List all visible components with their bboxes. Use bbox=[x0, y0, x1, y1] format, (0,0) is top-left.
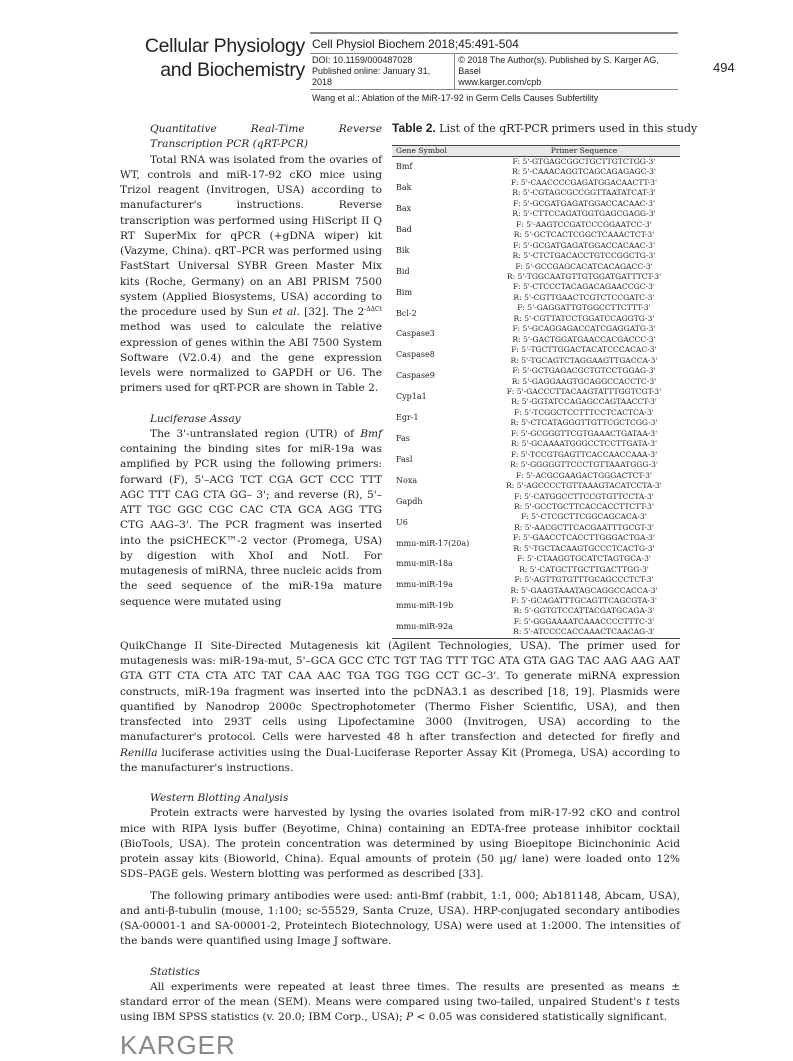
table-label: Table 2. bbox=[392, 121, 436, 135]
forward-primer: F: 5'-CATGGCCTTCCGTGTTCCTA-3' bbox=[514, 491, 654, 501]
text-italic: et al. bbox=[272, 306, 300, 318]
gene-symbol: mmu-miR-92a bbox=[392, 617, 488, 638]
forward-primer: F: 5'-TCGGCTCCTTTCCTCACTCA-3' bbox=[514, 407, 654, 417]
superscript: -ΔΔCt bbox=[364, 306, 382, 313]
journal-title-line1: Cellular Physiology bbox=[144, 35, 305, 57]
table-row bbox=[392, 492, 680, 502]
forward-primer: F: 5'-CTCGCTTCGGCAGCACA-3' bbox=[521, 512, 647, 522]
gene-symbol: Caspase3 bbox=[396, 329, 435, 339]
reverse-primer: R: 5'-CAAACAGGTCAGCAGAGAGC-3' bbox=[511, 167, 657, 177]
forward-primer: F: 5'-TCCGTGAGTTCACCAACCAAA-3' bbox=[510, 449, 658, 459]
journal-title-line2: and Biochemistry bbox=[160, 59, 305, 81]
published-date: Published online: January 31, 2018 bbox=[312, 66, 431, 87]
reverse-primer: R: 5'-AACGCTTCACGAATTTGCGT-3' bbox=[514, 522, 654, 532]
section-title-western: Western Blotting Analysis bbox=[150, 792, 289, 805]
publication-meta bbox=[310, 54, 678, 90]
table-caption-text: List of the qRT-PCR primers used in this study bbox=[439, 122, 698, 135]
forward-primer: F: 5'-TGCTTGGACTACATCCCACAC-3' bbox=[511, 345, 657, 355]
table-row bbox=[392, 596, 680, 606]
gene-symbol: Bid bbox=[396, 266, 410, 276]
reverse-primer: R: 5'-GCAAAATGGGCCTCCTTGATA-3' bbox=[510, 439, 658, 449]
primer-table bbox=[392, 121, 698, 639]
forward-primer: F: 5'-ACGCGAAGACTGGGACTCT-3' bbox=[515, 470, 653, 480]
forward-primer: F: 5'-GTGAGCGGCTGCTTGTCTGG-3' bbox=[512, 157, 656, 166]
gene-symbol: mmu-miR-17(20a) bbox=[396, 538, 470, 548]
gene-symbol: mmu-miR-18a bbox=[396, 559, 453, 569]
column-header-sequence: Primer Sequence bbox=[488, 146, 680, 157]
reverse-primer: R: 5'-GGGGGTTCCCTGTTAAATGGG-3' bbox=[509, 460, 659, 470]
column-header-gene: Gene Symbol bbox=[392, 146, 488, 157]
left-column bbox=[120, 122, 382, 610]
running-title: Wang et al.: Ablation of the MiR-17-92 in Germ Cells Causes Subfertility bbox=[312, 93, 599, 103]
reverse-primer: R: 5'-CGTTATCCTGGATCCAGGTG-3' bbox=[513, 313, 655, 323]
gene-symbol: Bim bbox=[396, 287, 413, 297]
table-row bbox=[392, 617, 680, 627]
section-title-statistics: Statistics bbox=[150, 965, 200, 978]
text-italic: P bbox=[406, 1011, 414, 1024]
gene-symbol: Bcl-2 bbox=[396, 308, 417, 318]
gene-symbol: Egr-1 bbox=[396, 413, 419, 423]
text-italic: Bmf bbox=[360, 427, 382, 440]
forward-primer: F: 5'-GAACCTCACCTTGGGACTGA-3' bbox=[513, 533, 655, 543]
page-number: 494 bbox=[713, 60, 735, 75]
copyright: © 2018 The Author(s). Published by S. Karger AG, Basel bbox=[458, 55, 659, 76]
doi: DOI: 10.1159/000487028 bbox=[312, 55, 413, 65]
gene-symbol: Bik bbox=[396, 245, 410, 255]
forward-primer: F: 5'-AAGTCCGATCCCGGAATCC-3' bbox=[516, 219, 652, 229]
reverse-primer: R: 5'-GAGGAAGTGCAGGCCACCTC-3' bbox=[511, 376, 657, 386]
reverse-primer: R: 5'-ATCCCCACCAAACTCAACAG-3' bbox=[488, 627, 680, 638]
table-row bbox=[392, 345, 680, 355]
two-column-region bbox=[120, 121, 698, 639]
text: All experiments were repeated at least three times. The results are presented as means ± standard error of the mean (SEM). Means were compared using two-tailed, unpaired Student's bbox=[120, 980, 680, 1009]
gene-symbol: Gapdh bbox=[396, 496, 423, 506]
forward-primer: F: 5'-GCGATGAGATGGACCACAAC-3' bbox=[512, 198, 656, 208]
page-content bbox=[120, 121, 698, 1061]
forward-primer: F: 5'-AGTTGTGTTTGCAGCCCTCT-3' bbox=[514, 575, 654, 585]
gene-symbol: Bmf bbox=[396, 162, 413, 172]
reverse-primer: R: 5'-CTTCCAGATGGTGAGCGAGG-3' bbox=[512, 209, 656, 219]
luciferase-paragraph-cont bbox=[120, 639, 680, 776]
reverse-primer: R: 5'-TGCAGTCTAGGAAGTTGACCA-3' bbox=[510, 355, 658, 365]
section-title-qrtpcr: Quantitative Real-Time Reverse Transcription PCR (qRT-PCR) bbox=[150, 123, 382, 151]
gene-symbol: Bax bbox=[396, 204, 412, 214]
reverse-primer: R: 5'-CTCATAGGGTTGTTCGCTCGG-3' bbox=[510, 418, 658, 428]
reverse-primer: R: 5'-GAAGTAAATAGCAGGCCACCA-3' bbox=[510, 585, 658, 595]
table-row bbox=[392, 471, 680, 481]
table-row bbox=[392, 533, 680, 543]
gene-symbol: mmu-miR-19b bbox=[396, 601, 454, 611]
western-paragraph-1: Protein extracts were harvested by lysing the ovaries isolated from miR-17-92 cKO and control mice with RIPA lysis buffer (Beyotime, China) containing an EDTA-free protease inhibitor cocktail (BioTools, USA). The protein concentration was determined by using Bioepitope Bicinchoninic Acid protein assay kits (Bioworld, China). Equal amounts of protein (50 µg/ lane) were loaded onto 12% SDS–PAGE gels. Western blotting was performed as described [33]. bbox=[120, 807, 680, 881]
forward-primer: F: 5'-CTAAGGTGCATCTAGTGCA-3' bbox=[516, 554, 651, 564]
section-title-luciferase: Luciferase Assay bbox=[150, 412, 241, 425]
gene-symbol: Caspase8 bbox=[396, 350, 435, 360]
table-row bbox=[392, 220, 680, 230]
reverse-primer: R: 5'-AGCCCCTGTTAAAGTACATCCTA-3' bbox=[506, 481, 662, 491]
forward-primer: F: 5'-GAGGATTGTGGCCTTCTTT-3' bbox=[517, 303, 651, 313]
text: containing the binding sites for miR-19a was amplified by PCR using the following primers: forward (F), 5'–ACG TCT CGA GCT CCC TTT AGC TTT CAG CTA GG– 3'; and reverse (R), 5'–ATT TGC GGC CGC CAC CTA GCA AGG TTG CTG AAG–3'. The PCR fragment was inserted into the psiCHECK™-2 vector (Promega, USA) by digestion with XhoI and NotI. For mutagenesis of miRNA, three nucleic acids from the seed sequence of the miR-19a mature sequence were mutated using bbox=[120, 443, 382, 608]
text: The 3'-untranslated region (UTR) of bbox=[150, 427, 355, 440]
table-row bbox=[392, 241, 680, 251]
text: Total RNA was isolated from the ovaries of WT, controls and miR-17-92 cKO mice using Trizol reagent (Invitrogen, USA) according to manufacturer's instructions. Reverse transcription was performed using HiScript II Q RT SuperMix for qPCR (+gDNA wiper) kit (Vazyme, China). qRT–PCR was performed using FastStart Universal SYBR Green Master Mix kits (Roche, Germany) on an ABI PRISM 7500 system (Applied Biosystems, USA) according to the procedure used by Sun bbox=[120, 153, 382, 318]
table-row bbox=[392, 199, 680, 209]
reverse-primer: R: 5'-GCTCACTCGGCTCAAACTCT-3' bbox=[513, 230, 655, 240]
statistics-paragraph bbox=[120, 980, 680, 1026]
luciferase-paragraph bbox=[120, 427, 382, 610]
text: tests using IBM SPSS statistics (v. 20.0; IBM Corp., USA); bbox=[120, 996, 680, 1024]
qrtpcr-paragraph bbox=[120, 153, 382, 397]
forward-primer: F: 5'-GGGAAAATCAAACCCCTTTC-3' bbox=[513, 616, 655, 626]
table-row bbox=[392, 324, 680, 334]
forward-primer: F: 5'-GACCCTTACAAGTATTTGGTCGT-3' bbox=[506, 386, 662, 396]
karger-logo: KARGER bbox=[120, 1029, 236, 1060]
reverse-primer: R: 5'-GACTGGATGAACCACGACCC-3' bbox=[512, 334, 656, 344]
text-italic: t bbox=[645, 996, 651, 1009]
table-row bbox=[392, 157, 680, 168]
reverse-primer: R: 5'-GGTGTCCATTACGATGCAGA-3' bbox=[513, 606, 655, 616]
table-row bbox=[392, 512, 680, 522]
text: method was used to calculate the relative expression of genes within the ABI 7500 System Software (V2.0.4) and the gene expression levels were normalized to GAPDH or U6. The primers used for qRT-PCR are shown in Table 2. bbox=[120, 321, 382, 395]
western-paragraph-2: The following primary antibodies were used: anti-Bmf (rabbit, 1:1, 000; Ab181148, Abcam, USA), and anti-β-tubulin (mouse, 1:100; sc-55529, Santa Cruze, USA). HRP-conjugated secondary antibodies (SA-00001-1 and SA-00001-2, Proteintech Biotechnology, USA) were used at 1:2000. The intensities of the bands were quantified using Image J software. bbox=[120, 889, 680, 948]
text: < 0.05 was considered statistically significant. bbox=[416, 1011, 668, 1024]
forward-primer: F: 5'-CTCCCTACAGACAGAACCGC-3' bbox=[512, 282, 656, 292]
forward-primer: F: 5'-GCGATGAGATGGACCACAAC-3' bbox=[512, 240, 656, 250]
forward-primer: F: 5'-CAACCCCGAGATGGACAACTT-3' bbox=[510, 177, 658, 187]
table-body bbox=[392, 157, 680, 639]
table-row bbox=[392, 262, 680, 272]
reverse-primer: R: 5'-TGCTACAAGTGCCCTCACTG-3' bbox=[513, 543, 655, 553]
reverse-primer: R: 5'-TGGCAATGTTGTGGATGATTTCT-3' bbox=[506, 271, 662, 281]
gene-symbol: Noxa bbox=[396, 475, 418, 485]
website-link[interactable]: www.karger.com/cpb bbox=[458, 77, 542, 87]
table-row bbox=[392, 554, 680, 564]
text-italic: Renilla bbox=[120, 746, 158, 759]
gene-symbol: Fas bbox=[396, 434, 410, 443]
table-row bbox=[392, 429, 680, 439]
citation-header bbox=[310, 32, 678, 106]
table-row bbox=[392, 450, 680, 460]
gene-symbol: Caspase9 bbox=[396, 371, 435, 381]
table-row bbox=[392, 575, 680, 585]
citation: Cell Physiol Biochem 2018;45:491-504 bbox=[310, 34, 678, 54]
journal-title bbox=[120, 34, 305, 82]
forward-primer: F: 5'-GCAGGAGACCATCGAGGATG-3' bbox=[512, 324, 656, 334]
text: [32]. The 2 bbox=[304, 306, 365, 318]
gene-symbol: Bak bbox=[396, 183, 412, 193]
reverse-primer: R: 5'-CTCTGACACCTGTCCGGCTG-3' bbox=[512, 251, 656, 261]
table-row bbox=[392, 387, 680, 397]
luciferase-continued bbox=[120, 639, 680, 1026]
reverse-primer: R: 5'-CGTTGAACTCGTCTCCGATC-3' bbox=[513, 292, 655, 302]
text: QuikChange II Site-Directed Mutagenesis kit (Agilent Technologies, USA). The primer used for mutagenesis was: miR-19a-mut, 5'–GCA GCC CTC TGT TAG TTT TGC ATA GTA GAG TAC AAG AAG AAT GTA GTT CTA CTA ATC TAT CAA AAC TGA TGG TGG CCT GC–3'. To generate miRNA expression constructs, miR-19a fragment was inserted into the pcDNA3.1 as described [18, 19]. Plasmids were quantified by Nanodrop 2000c Spectrophotometer (Thermo Fisher Scientific, USA), and then transfected into 293T cells using Lipofectamine 3000 (Invitrogen, USA) according to the manufacturer's protocol. Cells were harvested 48 h after transfection and detected for firefly and bbox=[120, 639, 680, 744]
reverse-primer: R: 5'-CATGCTTGCTTGACTTGG-3' bbox=[519, 564, 649, 574]
table-row bbox=[392, 303, 680, 313]
forward-primer: F: 5'-GCAGATTTGCAGTTCAGCGTA-3' bbox=[511, 596, 657, 606]
reverse-primer: R: 5'-CGTAGCGCCGGTTAATATCAT-3' bbox=[512, 188, 656, 198]
gene-symbol: U6 bbox=[396, 517, 408, 527]
reverse-primer: R: 5'-GCCTGCTTCACCACCTTCTT-3' bbox=[514, 501, 654, 511]
gene-symbol: Fasl bbox=[396, 454, 413, 464]
gene-symbol: Bad bbox=[396, 224, 412, 234]
table-row bbox=[392, 282, 680, 292]
reverse-primer: R: 5'-GGTATCCAGAGCCAGTAACCT-3' bbox=[511, 397, 657, 407]
forward-primer: F: 5'-GCTGAGACGCTGTCCTGGAG-3' bbox=[512, 366, 656, 376]
gene-symbol: mmu-miR-19a bbox=[396, 580, 453, 590]
table-row bbox=[392, 366, 680, 376]
gene-symbol: Cyp1a1 bbox=[396, 392, 427, 402]
table-caption bbox=[392, 121, 698, 135]
table-row bbox=[392, 178, 680, 188]
forward-primer: F: 5'-GCCGAGCACATCACAGACC-3' bbox=[515, 261, 653, 271]
forward-primer: F: 5'-GCGGGTTCGTGAAACTGATAA-3' bbox=[510, 428, 658, 438]
table-row bbox=[392, 408, 680, 418]
text: luciferase activities using the Dual-Luciferase Reporter Assay Kit (Promega, USA) according to the manufacturer's instructions. bbox=[120, 746, 680, 774]
